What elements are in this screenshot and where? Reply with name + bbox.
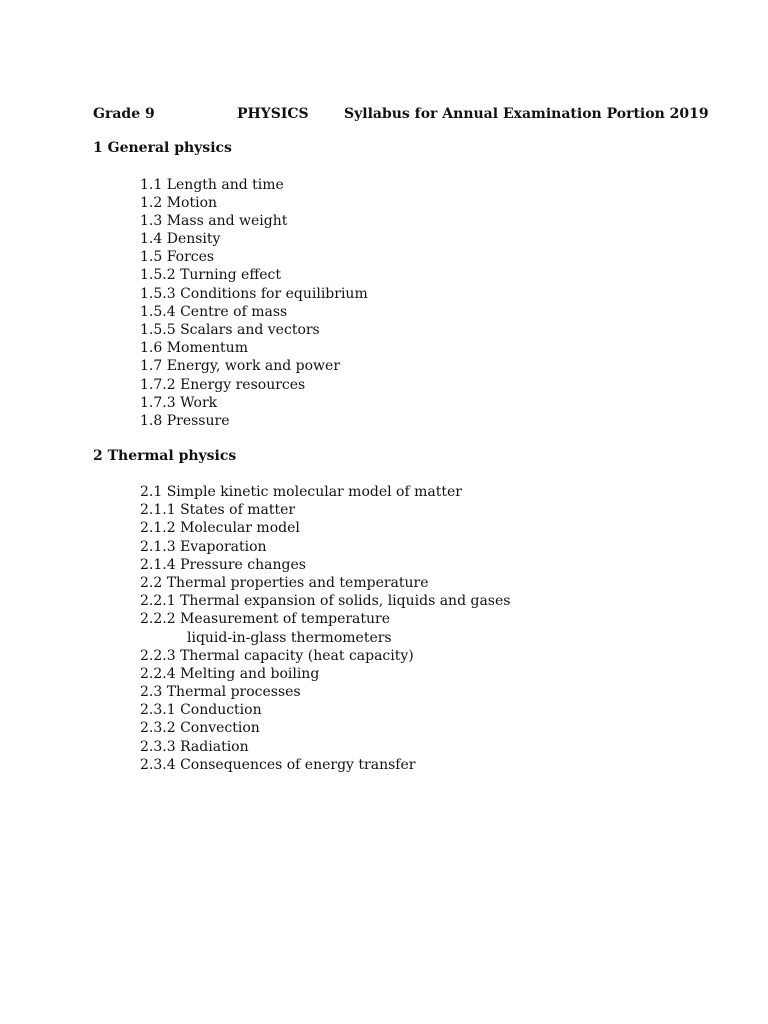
topic-item: 2.2.3 Thermal capacity (heat capacity)	[140, 647, 414, 664]
topic-item: 1.5 Forces	[140, 249, 215, 266]
topic-item: 2.3 Thermal processes	[140, 684, 301, 701]
topic-item: 2.3.4 Consequences of energy transfer	[140, 756, 416, 773]
topic-item: 2.1.1 States of matter	[140, 502, 296, 519]
topic-item: 1.5.4 Centre of mass	[140, 303, 288, 320]
section-heading-general-physics: 1 General physics	[93, 140, 232, 156]
document-header	[93, 104, 709, 124]
topic-item: 2.1.3 Evaporation	[140, 538, 267, 555]
section-heading-thermal-physics: 2 Thermal physics	[93, 448, 237, 464]
topic-item: 2.1.2 Molecular model	[140, 520, 300, 537]
topic-item: 1.7.3 Work	[140, 394, 218, 411]
topic-item: 1.5.5 Scalars and vectors	[140, 322, 320, 338]
topic-item: 1.4 Density	[140, 231, 221, 248]
topic-item: 2.1 Simple kinetic molecular model of matter	[140, 484, 462, 500]
topic-item: 2.2.1 Thermal expansion of solids, liquids and gases	[140, 593, 511, 610]
topic-item: 1.3 Mass and weight	[140, 212, 288, 229]
header-grade: Grade 9	[93, 106, 155, 122]
header-subject: PHYSICS	[237, 106, 309, 122]
topic-item: 2.3.1 Conduction	[140, 702, 262, 719]
topic-item: 1.7 Energy, work and power	[140, 358, 341, 375]
topic-item: 2.1.4 Pressure changes	[140, 556, 306, 573]
topic-item: 2.2.2 Measurement of temperature	[140, 611, 391, 628]
topic-list-general-physics	[140, 176, 368, 431]
topic-item: 2.3.3 Radiation	[140, 738, 249, 755]
topic-subitem: liquid-in-glass thermometers	[187, 629, 392, 646]
topic-item: 2.2.4 Melting and boiling	[140, 665, 320, 682]
topic-item: 2.2 Thermal properties and temperature	[140, 574, 429, 591]
topic-item: 1.7.2 Energy resources	[140, 376, 306, 393]
topic-item: 1.8 Pressure	[140, 412, 230, 429]
header-title: Syllabus for Annual Examination Portion 2019	[344, 106, 709, 122]
topic-item: 1.2 Motion	[140, 194, 218, 211]
topic-item: 1.1 Length and time	[140, 176, 284, 193]
topic-item: 2.3.2 Convection	[140, 720, 260, 737]
topic-item: 1.6 Momentum	[140, 340, 248, 357]
topic-list-thermal-physics	[140, 483, 510, 774]
topic-item: 1.5.3 Conditions for equilibrium	[140, 285, 368, 302]
topic-item: 1.5.2 Turning effect	[140, 267, 282, 284]
